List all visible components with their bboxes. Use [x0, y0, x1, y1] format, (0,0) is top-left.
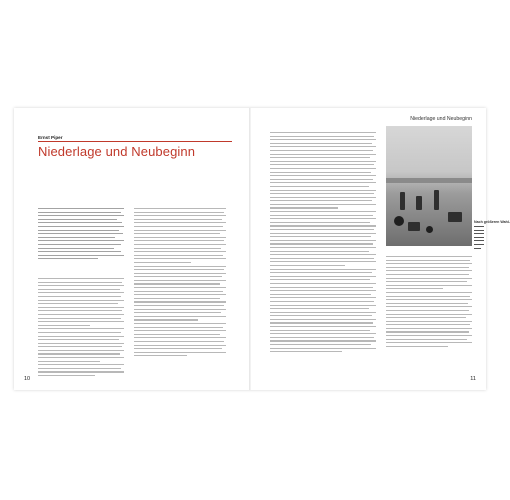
photo-figure [408, 222, 420, 231]
author-name: Ernst Piper [38, 135, 63, 140]
beach-photograph [386, 126, 472, 246]
body-column-2 [134, 208, 226, 359]
right-page [250, 108, 510, 390]
body-column-1 [38, 278, 124, 379]
body-column-3 [270, 132, 376, 355]
page-title: Niederlage und Neubeginn [38, 144, 196, 159]
photo-figure [448, 212, 462, 222]
left-page-number: 10 [24, 376, 31, 382]
title-rule [38, 141, 232, 142]
running-head: Niederlage und Neubeginn [410, 116, 472, 122]
photo-figure [400, 192, 405, 210]
left-page [14, 108, 250, 390]
intro-quote [38, 208, 124, 262]
photo-ball [394, 216, 404, 226]
photo-caption-lines [474, 226, 484, 251]
book-spread [14, 108, 510, 390]
photo-shoreline [386, 178, 472, 183]
photo-figure [434, 190, 439, 210]
photo-caption: Nach größeren Wahl- [474, 220, 510, 224]
body-column-4 [386, 256, 472, 349]
photo-ball [426, 226, 433, 233]
right-page-number: 11 [470, 376, 476, 382]
photo-figure [416, 196, 422, 210]
